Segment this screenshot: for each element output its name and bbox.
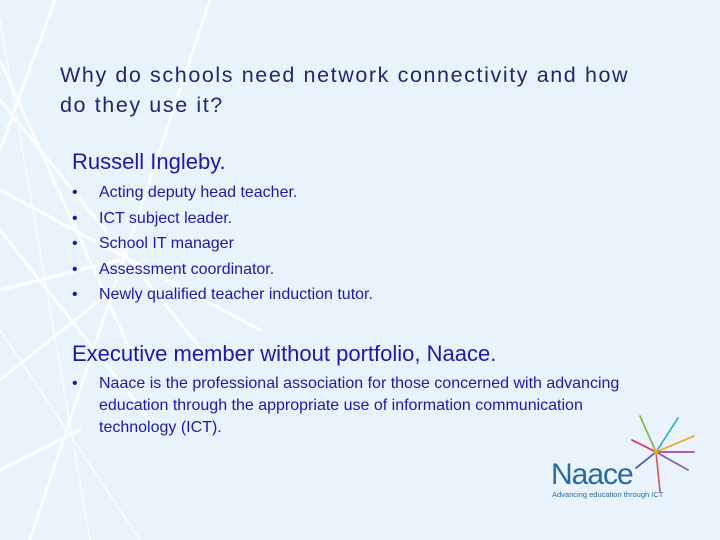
list-item (72, 182, 632, 205)
section-heading-presenter: Russell Ingleby. (72, 149, 226, 174)
list-item-text: Acting deputy head teacher. (99, 184, 298, 201)
slide-title: Why do schools need network connectivity and how do they use it? (60, 63, 630, 117)
naace-logo-tagline: Advancing education through ICT (552, 490, 664, 499)
list-item-text: ICT subject leader. (99, 209, 233, 227)
list-item-text: Naace is the professional association for those concerned with advancing education through the appropriate use of information communication technology (ICT). (99, 375, 620, 436)
list-item (72, 233, 632, 256)
naace-logo-text: Naace (551, 458, 633, 491)
presenter-roles-list (72, 182, 632, 310)
list-item-text: Assessment coordinator. (99, 260, 275, 278)
list-item-text: Newly qualified teacher induction tutor. (99, 286, 373, 303)
bullet-icon: • (72, 235, 78, 252)
bullet-icon: • (72, 209, 78, 227)
bullet-icon: • (72, 375, 78, 392)
list-item (72, 259, 632, 282)
list-item (72, 208, 632, 231)
bullet-icon: • (72, 286, 78, 303)
list-item (72, 284, 632, 307)
section-heading-naace: Executive member without portfolio, Naace. (72, 341, 497, 366)
bullet-icon: • (72, 184, 78, 201)
bullet-icon: • (72, 260, 78, 278)
list-item-text: School IT manager (99, 235, 234, 252)
